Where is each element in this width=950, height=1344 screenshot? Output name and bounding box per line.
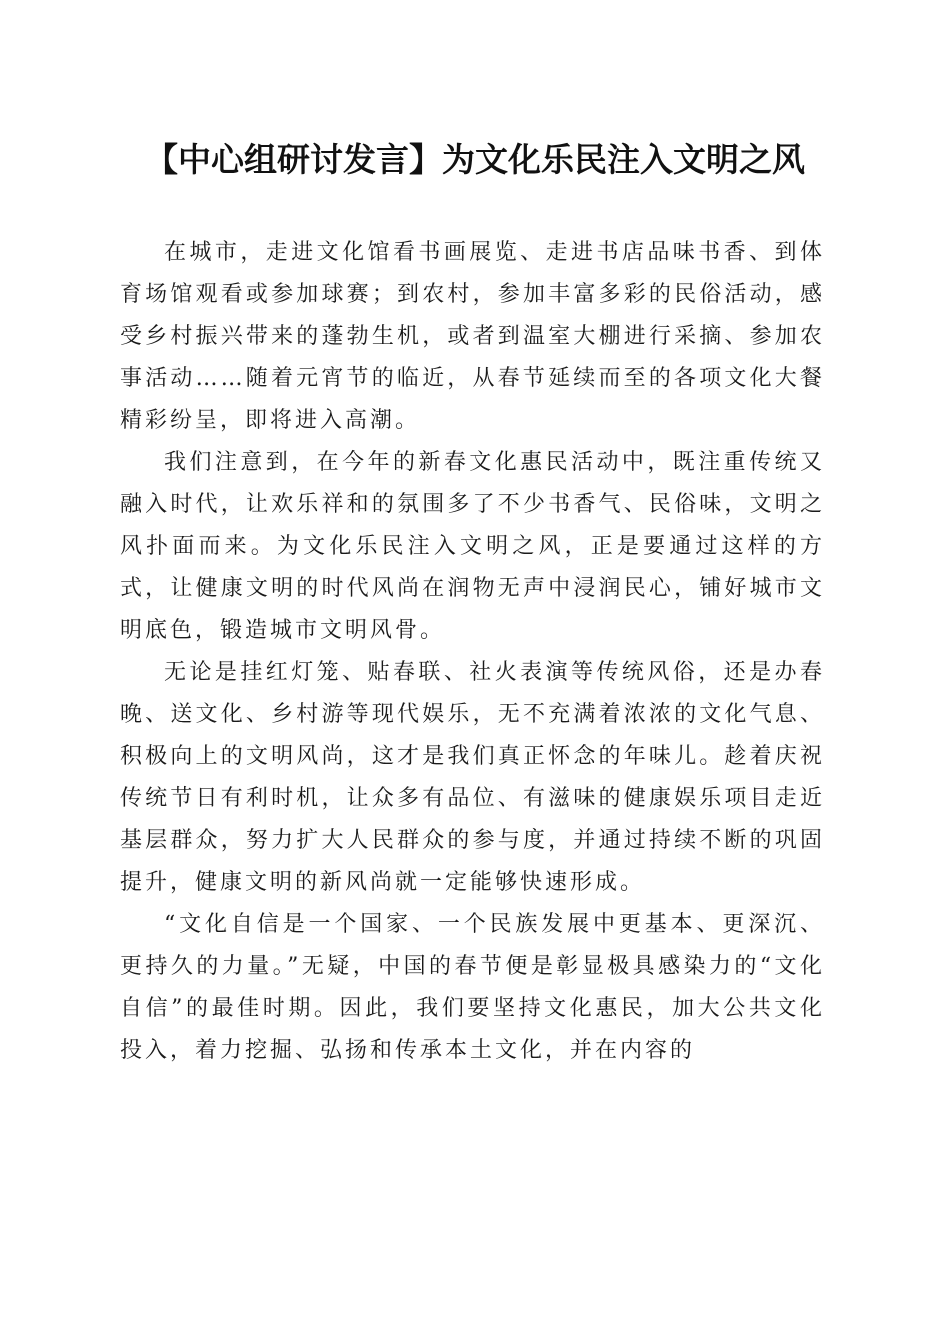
paragraph: 我们注意到，在今年的新春文化惠民活动中，既注重传统又融入时代，让欢乐祥和的氛围多了不少书香气、民俗味，文明之风扑面而来。为文化乐民注入文明之风，正是要通过这样的方式，让健康文明的时代风尚在润物无声中浸润民心，铺好城市文明底色，锻造城市文明风骨。 bbox=[120, 450, 825, 643]
paragraph: 在城市，走进文化馆看书画展览、走进书店品味书香、到体育场馆观看或参加球赛；到农村，参加丰富多彩的民俗活动，感受乡村振兴带来的蓬勃生机，或者到温室大棚进行采摘、参加农事活动……随着元宵节的临近，从春节延续而至的各项文化大餐精彩纷呈，即将进入高潮。 bbox=[120, 240, 825, 433]
paragraph: 无论是挂红灯笼、贴春联、社火表演等传统风俗，还是办春晚、送文化、乡村游等现代娱乐，无不充满着浓浓的文化气息、积极向上的文明风尚，这才是我们真正怀念的年味儿。趁着庆祝传统节日有利时机，让众多有品位、有滋味的健康娱乐项目走近基层群众，努力扩大人民群众的参与度，并通过持续不断的巩固提升，健康文明的新风尚就一定能够快速形成。 bbox=[120, 660, 825, 895]
document-body bbox=[120, 232, 825, 1072]
document-title: 【中心组研讨发言】为文化乐民注入文明之风 bbox=[145, 140, 805, 179]
paragraph: “文化自信是一个国家、一个民族发展中更基本、更深沉、更持久的力量。”无疑，中国的春节便是彰显极具感染力的“文化自信”的最佳时期。因此，我们要坚持文化惠民，加大公共文化投入，着力挖掘、弘扬和传承本土文化，并在内容的 bbox=[120, 912, 825, 1063]
